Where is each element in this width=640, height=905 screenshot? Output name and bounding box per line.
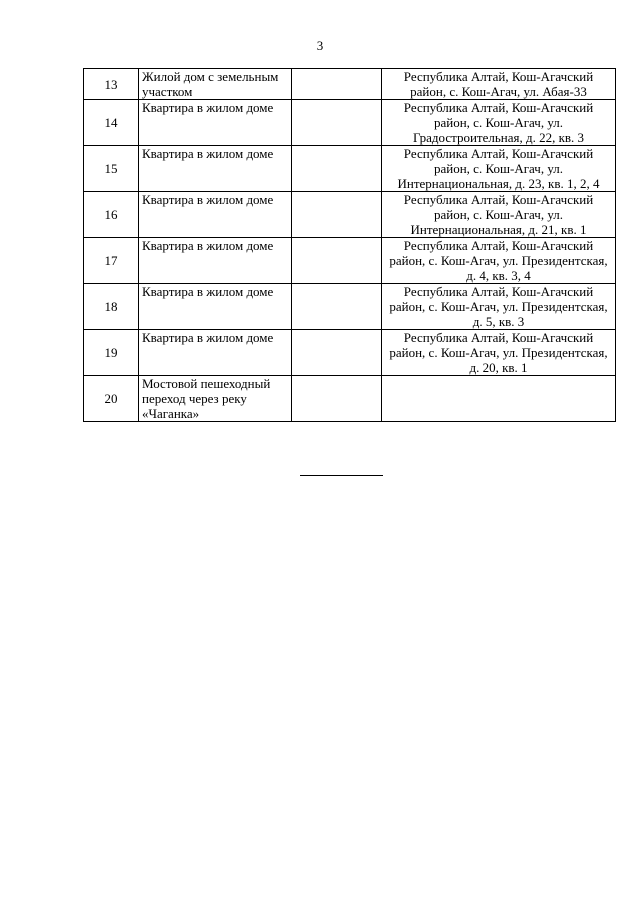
table-row xyxy=(84,69,616,100)
table-row xyxy=(84,238,616,284)
object-details xyxy=(292,284,382,330)
row-number: 15 xyxy=(84,146,139,192)
table-row xyxy=(84,100,616,146)
page-number: 3 xyxy=(316,38,324,53)
row-number: 18 xyxy=(84,284,139,330)
table-row xyxy=(84,192,616,238)
object-address: Республика Алтай, Кош-Агачский район, с. Кош-Агач, ул. Президентская, д. 20, кв. 1 xyxy=(382,330,616,376)
table-row xyxy=(84,146,616,192)
object-address: Республика Алтай, Кош-Агачский район, с. Кош-Агач, ул. Президентская, д. 4, кв. 3, 4 xyxy=(382,238,616,284)
object-address: Республика Алтай, Кош-Агачский район, с. Кош-Агач, ул. Интернациональная, д. 21, кв. 1 xyxy=(382,192,616,238)
object-name: Жилой дом с земельным участком xyxy=(139,69,292,100)
object-name: Мостовой пешеходный переход через реку «Чаганка» xyxy=(139,376,292,422)
object-name: Квартира в жилом доме xyxy=(139,100,292,146)
table-row xyxy=(84,330,616,376)
object-address: Республика Алтай, Кош-Агачский район, с. Кош-Агач, ул. Абая-33 xyxy=(382,69,616,100)
object-details xyxy=(292,69,382,100)
object-name: Квартира в жилом доме xyxy=(139,284,292,330)
object-name: Квартира в жилом доме xyxy=(139,146,292,192)
row-number: 17 xyxy=(84,238,139,284)
object-details xyxy=(292,100,382,146)
object-address: Республика Алтай, Кош-Агачский район, с. Кош-Агач, ул. Президентская, д. 5, кв. 3 xyxy=(382,284,616,330)
row-number: 20 xyxy=(84,376,139,422)
table-row xyxy=(84,376,616,422)
row-number: 16 xyxy=(84,192,139,238)
row-number: 13 xyxy=(84,69,139,100)
row-number: 14 xyxy=(84,100,139,146)
object-name: Квартира в жилом доме xyxy=(139,330,292,376)
property-table xyxy=(83,68,616,422)
object-address: Республика Алтай, Кош-Агачский район, с. Кош-Агач, ул. Интернациональная, д. 23, кв. 1, 2, 4 xyxy=(382,146,616,192)
object-details xyxy=(292,146,382,192)
object-address: Республика Алтай, Кош-Агачский район, с. Кош-Агач, ул. Градостроительная, д. 22, кв. 3 xyxy=(382,100,616,146)
row-number: 19 xyxy=(84,330,139,376)
object-address xyxy=(382,376,616,422)
table-row xyxy=(84,284,616,330)
object-name: Квартира в жилом доме xyxy=(139,192,292,238)
object-details xyxy=(292,238,382,284)
object-name: Квартира в жилом доме xyxy=(139,238,292,284)
object-details xyxy=(292,376,382,422)
object-details xyxy=(292,192,382,238)
closing-divider-line xyxy=(300,475,383,476)
object-details xyxy=(292,330,382,376)
